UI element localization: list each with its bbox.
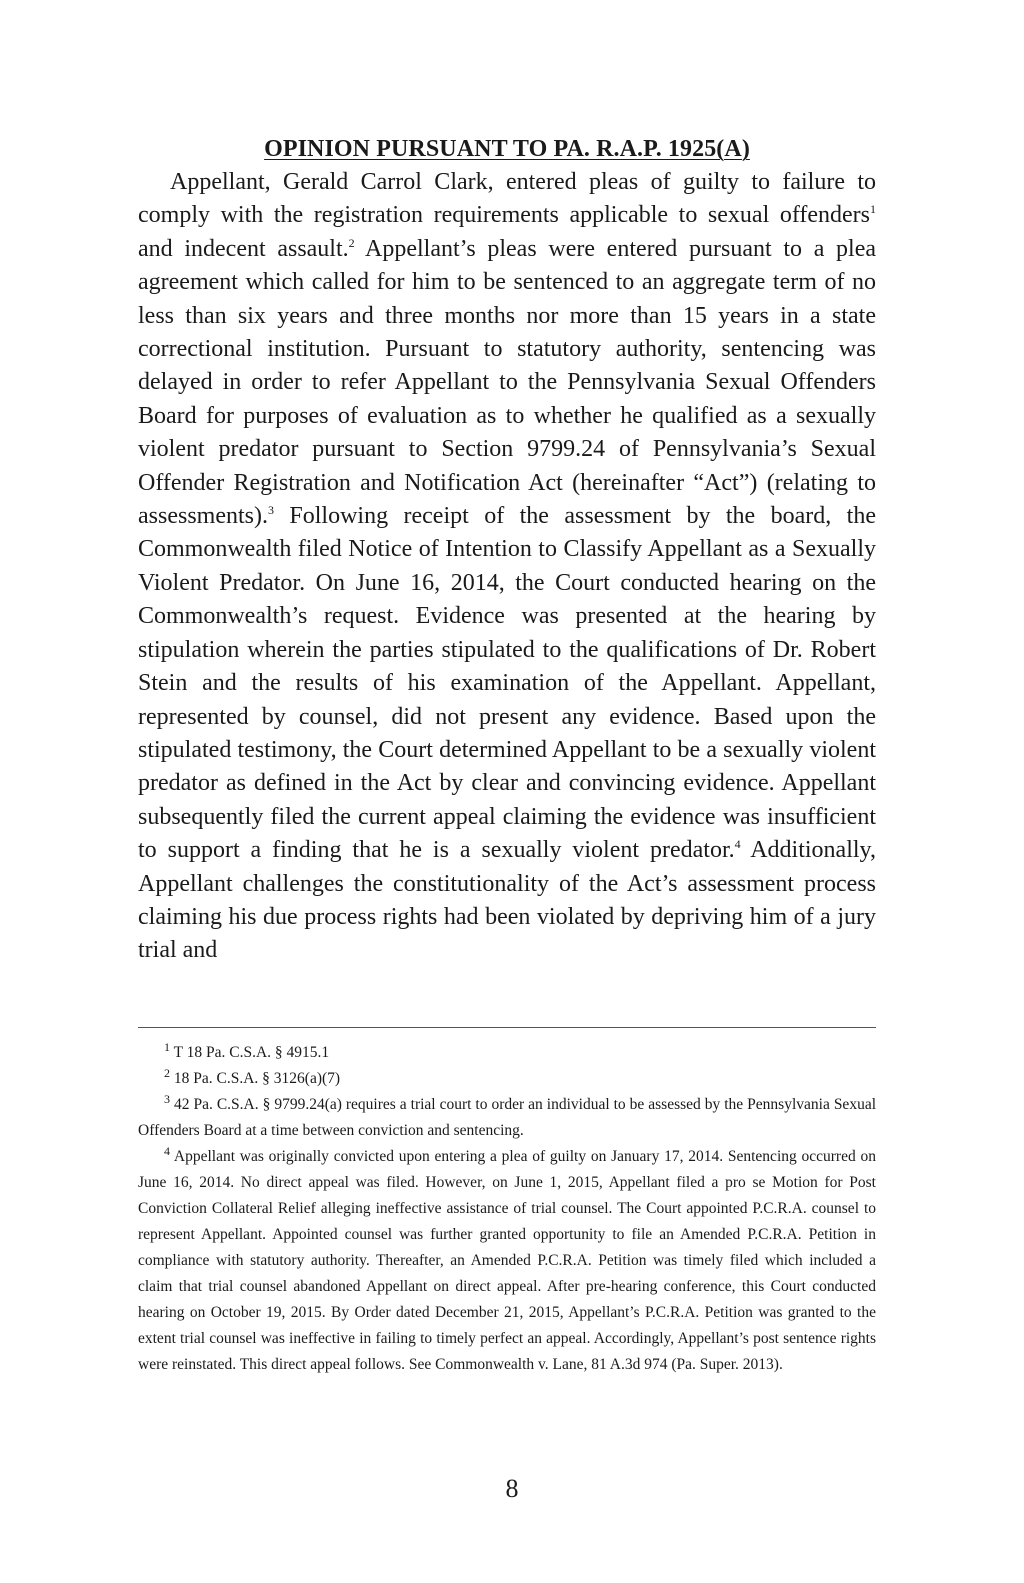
footnote-3 bbox=[138, 1092, 876, 1144]
footnote-4 bbox=[138, 1144, 876, 1378]
footnote-divider bbox=[138, 1027, 876, 1028]
footnote-number: 2 bbox=[164, 1066, 170, 1080]
body-segment-5: Additionally, Appellant challenges the constitutionality of the Act’s assessment process claiming his due process rights had been violated by depriving him of a jury trial and bbox=[138, 837, 876, 964]
footnote-1 bbox=[138, 1040, 876, 1066]
footnote-number: 4 bbox=[164, 1144, 170, 1158]
footnote-ref-2: 2 bbox=[348, 235, 355, 250]
body-segment-2: and indecent assault. bbox=[138, 235, 349, 262]
footnote-text: T 18 Pa. C.S.A. § 4915.1 bbox=[170, 1044, 330, 1061]
footnote-number: 1 bbox=[164, 1040, 170, 1054]
page-content bbox=[138, 132, 876, 968]
footnote-text: 18 Pa. C.S.A. § 3126(a)(7) bbox=[170, 1070, 341, 1087]
body-segment-4: Following receipt of the assessment by the board, the Commonwealth filed Notice of Intention to Classify Appellant as a Sexually Violent Predator. On June 16, 2014, the Court conducted hearing on the Commonwealth’s request. Evidence was presented at the hearing by stipulation wherein the parties stipulated to the qualifications of Dr. Robert Stein and the results of his examination of the Appellant. Appellant, represented by counsel, did not present any evidence. Based upon the stipulated testimony, the Court determined Appellant to be a sexually violent predator as defined in the Act by clear and convincing evidence. Appellant subsequently filed the current appeal claiming the evidence was insufficient to support a finding that he is a sexually violent predator. bbox=[138, 503, 876, 864]
footnote-number: 3 bbox=[164, 1092, 170, 1106]
footnote-ref-4: 4 bbox=[734, 837, 741, 852]
footnote-text: Appellant was originally convicted upon entering a plea of guilty on January 17, 2014. Sentencing occurred on June 16, 2014. No direct appeal was filed. However, on June 1, 2015, Appellant filed a pro se Motion for Post Conviction Collateral Relief alleging ineffective assistance of trial counsel. The Court appointed P.C.R.A. counsel to represent Appellant. Appointed counsel was further granted opportunity to file an Amended P.C.R.A. Petition in compliance with statutory authority. Thereafter, an Amended P.C.R.A. Petition was timely filed which included a claim that trial counsel abandoned Appellant on direct appeal. After pre-hearing conference, this Court conducted hearing on October 19, 2015. By Order dated December 21, 2015, Appellant’s P.C.R.A. Petition was granted to the extent trial counsel was ineffective in failing to timely perfect an appeal. Accordingly, Appellant’s post sentence rights were reinstated. This direct appeal follows. See Commonwealth v. Lane, 81 A.3d 974 (Pa. Super. 2013). bbox=[138, 1148, 876, 1373]
page-number: 8 bbox=[505, 1474, 519, 1503]
body-segment-1: Appellant, Gerald Carrol Clark, entered pleas of guilty to failure to comply with the registration requirements applicable to sexual offenders bbox=[138, 169, 876, 229]
footnote-2 bbox=[138, 1066, 876, 1092]
footnotes-section bbox=[138, 1040, 876, 1378]
footnote-ref-1: 1 bbox=[870, 202, 876, 217]
footnote-ref-3: 3 bbox=[267, 503, 274, 518]
opinion-body-paragraph bbox=[138, 166, 876, 968]
footnote-text: 42 Pa. C.S.A. § 9799.24(a) requires a trial court to order an individual to be assessed by the Pennsylvania Sexual Offenders Board at a time between conviction and sentencing. bbox=[138, 1096, 876, 1139]
body-segment-3: Appellant’s pleas were entered pursuant to a plea agreement which called for him to be sentenced to an aggregate term of no less than six years and three months nor more than 15 years in a state correctional institution. Pursuant to statutory authority, sentencing was delayed in order to refer Appellant to the Pennsylvania Sexual Offenders Board for purposes of evaluation as to whether he qualified as a sexually violent predator pursuant to Section 9799.24 of Pennsylvania’s Sexual Offender Registration and Notification Act (hereinafter “Act”) (relating to assessments). bbox=[138, 235, 877, 530]
opinion-heading: OPINION PURSUANT TO PA. R.A.P. 1925(A) bbox=[264, 136, 750, 162]
